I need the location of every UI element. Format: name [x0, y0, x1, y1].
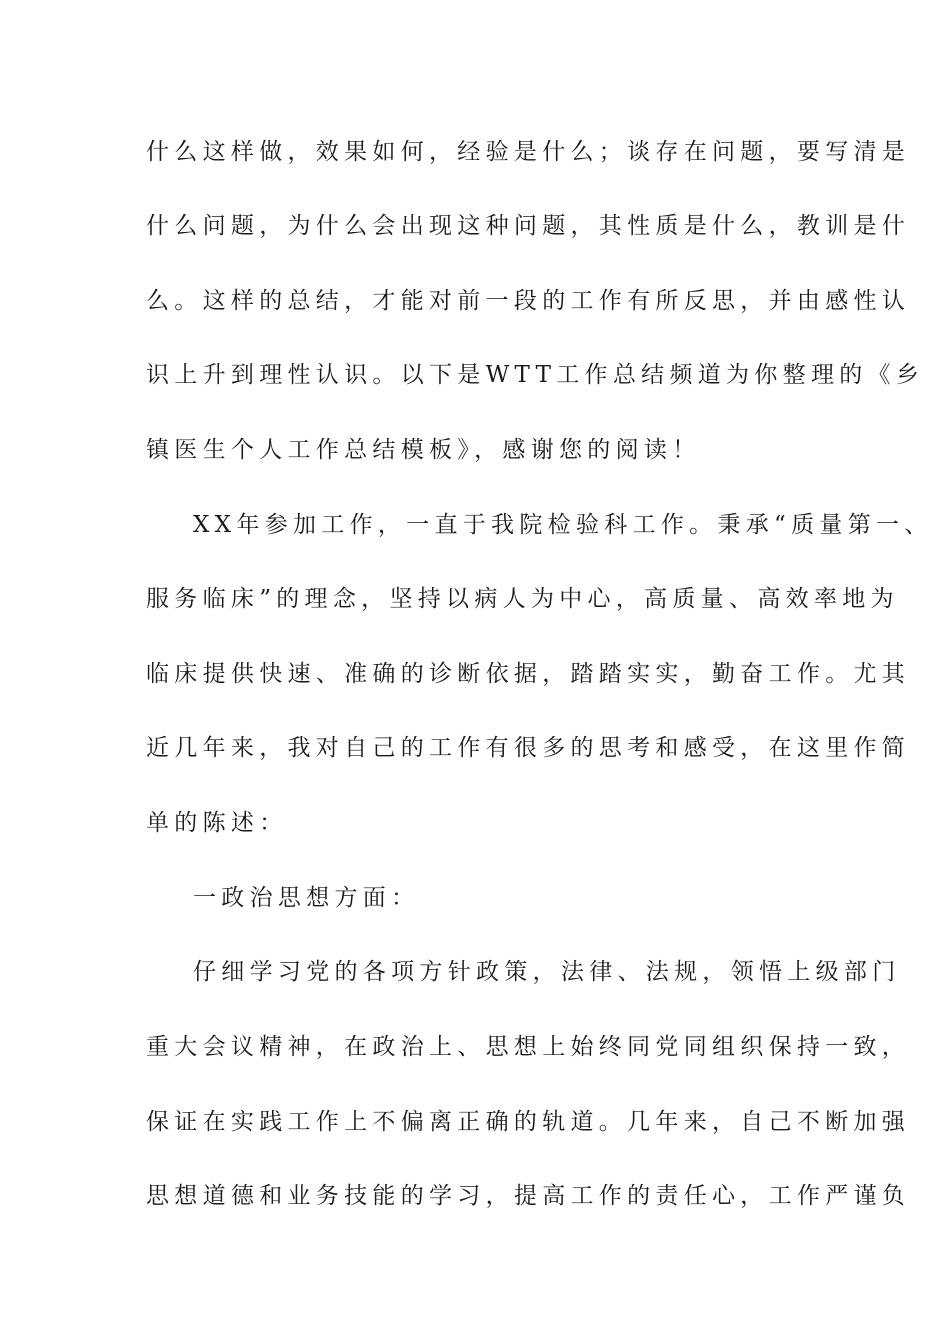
text-line: 什么问题，为什么会出现这种问题，其性质是什么，教训是什: [146, 213, 911, 239]
text-line: 保证在实践工作上不偏离正确的轨道。几年来，自己不断加强: [146, 1109, 911, 1135]
section-heading: 一政治思想方面：: [193, 885, 420, 911]
paragraph-first-line: 仔细学习党的各项方针政策，法律、法规，领悟上级部门: [193, 959, 901, 985]
text-line: 识上升到理性认识。以下是WTT工作总结频道为你整理的《乡: [146, 362, 925, 388]
text-line: 么。这样的总结，才能对前一段的工作有所反思，并由感性认: [146, 288, 911, 314]
text-line: 临床提供快速、准确的诊断依据，踏踏实实，勤奋工作。尤其: [146, 661, 911, 687]
text-line: 重大会议精神，在政治上、思想上始终同党同组织保持一致，: [146, 1034, 911, 1060]
text-line: 单的陈述：: [146, 810, 288, 836]
text-line: 镇医生个人工作总结模板》，感谢您的阅读！: [146, 437, 701, 463]
text-line: 思想道德和业务技能的学习，提高工作的责任心，工作严谨负: [146, 1183, 911, 1209]
text-line: 服务临床”的理念，坚持以病人为中心，高质量、高效率地为: [146, 586, 899, 612]
paragraph-first-line: XX年参加工作，一直于我院检验科工作。秉承“质量第一、: [193, 512, 933, 538]
text-line: 近几年来，我对自己的工作有很多的思考和感受，在这里作简: [146, 735, 911, 761]
text-line: 什么这样做，效果如何，经验是什么；谈存在问题，要写清是: [146, 139, 911, 165]
